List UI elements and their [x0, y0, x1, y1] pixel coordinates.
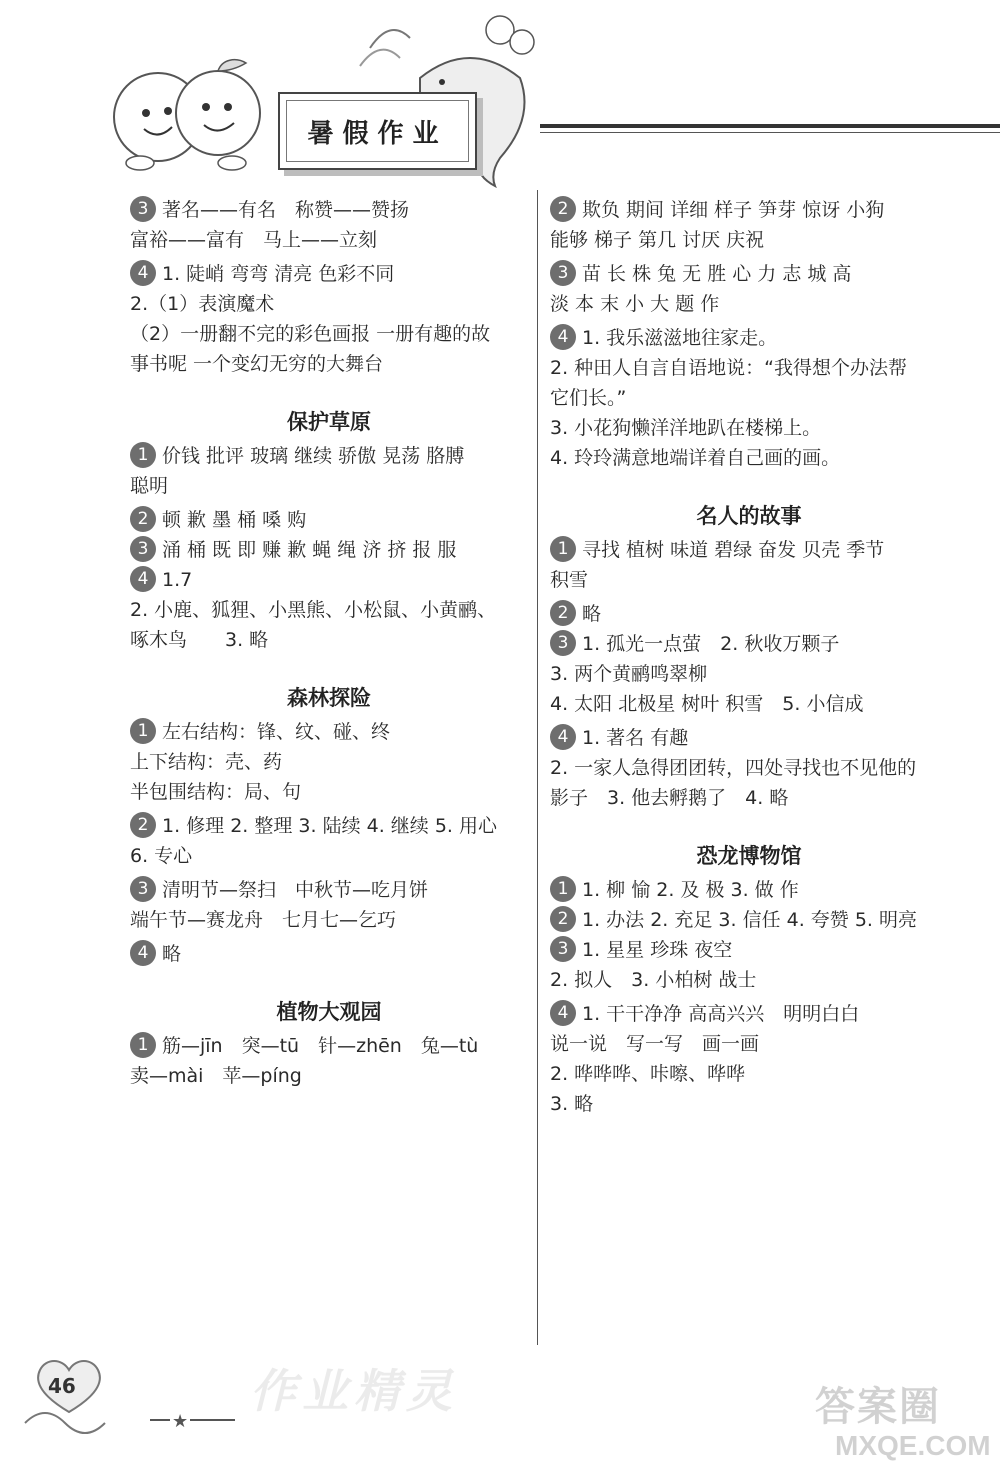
question-number-badge: 4	[550, 324, 576, 350]
answer-text: （2）一册翻不完的彩色画报 一册有趣的故	[130, 323, 491, 345]
spacer	[550, 813, 948, 839]
site-logo-url: MXQE.COM	[835, 1430, 991, 1461]
answer-line	[550, 289, 948, 319]
answer-text: 1. 孤光一点萤 2. 秋收万颗子	[582, 633, 840, 655]
site-logo-text: 答案圈	[815, 1384, 941, 1430]
answer-line	[130, 441, 528, 471]
answer-text: 淡 本 末 小 大 题 作	[550, 293, 720, 315]
answer-line	[550, 225, 948, 255]
answer-text: 1. 办法 2. 充足 3. 信任 4. 夸赞 5. 明亮	[582, 909, 917, 931]
spacer	[550, 473, 948, 499]
watermark-bottom: 作业精灵	[250, 1364, 458, 1418]
answer-text: 2. 拟人 3. 小柏树 战士	[550, 969, 757, 991]
spacer	[130, 969, 528, 995]
answer-text: 寻找 植树 味道 碧绿 奋发 贝壳 季节	[582, 539, 885, 561]
answer-line	[550, 1089, 948, 1119]
answer-text: 1. 陡峭 弯弯 清亮 色彩不同	[162, 263, 395, 285]
answer-text: 1. 柳 愉 2. 及 极 3. 做 作	[582, 879, 799, 901]
answer-line	[130, 939, 528, 969]
answer-line	[550, 1029, 948, 1059]
answer-text: 6. 专心	[130, 845, 193, 867]
answer-line	[550, 383, 948, 413]
section-heading: 恐龙博物馆	[696, 844, 802, 868]
question-number-badge: 2	[550, 196, 576, 222]
answer-text: 左右结构：锋、纹、碰、终	[162, 721, 391, 743]
answer-line	[130, 471, 528, 501]
answer-line	[550, 599, 948, 629]
question-number-badge: 3	[550, 630, 576, 656]
header-rule-thin	[540, 132, 1000, 133]
question-number-badge: 2	[550, 906, 576, 932]
answer-line	[550, 413, 948, 443]
spacer	[130, 655, 528, 681]
answer-text: 2.（1）表演魔术	[130, 293, 275, 315]
answer-text: 富裕——富有 马上——立刻	[130, 229, 378, 251]
answer-text: 2. 一家人急得团团转，四处寻找也不见他的	[550, 757, 917, 779]
left-column	[130, 195, 528, 1091]
answer-text: 4. 玲玲满意地端详着自己画的画。	[550, 447, 841, 469]
question-number-badge: 3	[550, 260, 576, 286]
question-number-badge: 3	[550, 936, 576, 962]
fruit-mascot-icon	[100, 55, 280, 175]
answer-text: 1. 干干净净 高高兴兴 明明白白	[582, 1003, 860, 1025]
answer-text: 2. 小鹿、狐狸、小黑熊、小松鼠、小黄鹂、	[130, 599, 497, 621]
question-number-badge: 3	[130, 876, 156, 902]
answer-line	[550, 195, 948, 225]
answer-text: 苗 长 株 兔 无 胜 心 力 志 城 高	[582, 263, 852, 285]
question-number-badge: 4	[130, 566, 156, 592]
answer-line	[130, 505, 528, 535]
answer-text: 啄木鸟 3. 略	[130, 629, 269, 651]
answer-line	[550, 1059, 948, 1089]
answer-line	[550, 965, 948, 995]
answer-text: 2. 哗哗哗、咔嚓、哗哗	[550, 1063, 746, 1085]
answer-line	[130, 225, 528, 255]
section-heading: 名人的故事	[696, 504, 802, 528]
answer-text: 端午节—赛龙舟 七月七—乞巧	[130, 909, 397, 931]
right-column	[550, 195, 948, 1119]
question-number-badge: 4	[550, 724, 576, 750]
svg-text:★: ★	[172, 1411, 189, 1432]
answer-line	[130, 289, 528, 319]
answer-line	[130, 747, 528, 777]
question-number-badge: 1	[130, 1032, 156, 1058]
answer-line	[550, 629, 948, 659]
answer-line	[130, 595, 528, 625]
answer-text: 4. 太阳 北极星 树叶 积雪 5. 小信成	[550, 693, 864, 715]
answer-text: 能够 梯子 第几 讨厌 庆祝	[550, 229, 765, 251]
question-number-badge: 2	[130, 812, 156, 838]
answer-line	[550, 935, 948, 965]
question-number-badge: 1	[130, 718, 156, 744]
question-number-badge: 1	[130, 442, 156, 468]
answer-line	[550, 659, 948, 689]
answer-line	[550, 689, 948, 719]
answer-text: 筋—jīn 突—tū 针—zhēn 兔—tù	[162, 1035, 479, 1057]
answer-line	[130, 811, 528, 841]
answer-text: 2. 种田人自言自语地说：“我得想个办法帮	[550, 357, 908, 379]
answer-text: 半包围结构：局、句	[130, 781, 302, 803]
answer-line	[130, 195, 528, 225]
section-heading: 森林探险	[287, 686, 371, 710]
answer-text: 欺负 期间 详细 样子 笋芽 惊讶 小狗	[582, 199, 885, 221]
answer-text: 1. 星星 珍珠 夜空	[582, 939, 733, 961]
answer-text: 卖—mài 苹—píng	[130, 1065, 302, 1087]
question-number-badge: 4	[550, 1000, 576, 1026]
answer-text: 清明节—祭扫 中秋节—吃月饼	[162, 879, 429, 901]
answer-text: 1. 著名 有趣	[582, 727, 689, 749]
answer-line	[130, 535, 528, 565]
answer-line	[130, 565, 528, 595]
answer-line	[550, 535, 948, 565]
question-number-badge: 3	[130, 196, 156, 222]
wave-ornament-icon	[20, 1398, 240, 1438]
page-title: 暑假作业	[307, 118, 448, 149]
page-number: 46	[48, 1374, 76, 1398]
answer-text: 聪明	[130, 475, 169, 497]
answer-line	[550, 443, 948, 473]
answer-text: 1. 我乐滋滋地往家走。	[582, 327, 778, 349]
answer-line	[130, 625, 528, 655]
question-number-badge: 3	[130, 536, 156, 562]
answer-line	[130, 875, 528, 905]
answer-text: 价钱 批评 玻璃 继续 骄傲 晃荡 胳膊	[162, 445, 465, 467]
answer-text: 3. 略	[550, 1093, 594, 1115]
title-box	[278, 92, 477, 170]
answer-text: 涌 桶 既 即 赚 歉 蝇 绳 济 挤 报 服	[162, 539, 457, 561]
answer-text: 著名——有名 称赞——赞扬	[162, 199, 410, 221]
answer-text: 它们长。”	[550, 387, 627, 409]
answer-line	[550, 905, 948, 935]
question-number-badge: 1	[550, 876, 576, 902]
answer-text: 略	[582, 603, 602, 625]
section-heading: 植物大观园	[276, 1000, 382, 1024]
answer-line	[130, 717, 528, 747]
question-number-badge: 4	[130, 260, 156, 286]
question-number-badge: 2	[550, 600, 576, 626]
answer-text: 顿 歉 墨 桶 嗓 购	[162, 509, 307, 531]
answer-line	[550, 753, 948, 783]
answer-line	[550, 565, 948, 595]
section-heading: 保护草原	[287, 410, 371, 434]
answer-line	[550, 353, 948, 383]
answer-line	[130, 1031, 528, 1061]
answer-text: 略	[162, 943, 182, 965]
answer-text: 影子 3. 他去孵鹅了 4. 略	[550, 787, 789, 809]
question-number-badge: 4	[130, 940, 156, 966]
answer-line	[550, 999, 948, 1029]
answer-text: 3. 两个黄鹂鸣翠柳	[550, 663, 708, 685]
answer-line	[130, 259, 528, 289]
answer-text: 事书呢 一个变幻无穷的大舞台	[130, 353, 384, 375]
header-rule	[540, 124, 1000, 128]
answer-text: 上下结构：壳、药	[130, 751, 283, 773]
question-number-badge: 2	[130, 506, 156, 532]
answer-text: 1. 修理 2. 整理 3. 陆续 4. 继续 5. 用心	[162, 815, 497, 837]
answer-line	[130, 349, 528, 379]
answer-line	[130, 1061, 528, 1091]
answer-line	[130, 319, 528, 349]
column-divider	[537, 190, 538, 1345]
answer-text: 1.7	[162, 569, 193, 591]
answer-line	[130, 777, 528, 807]
spacer	[130, 379, 528, 405]
answer-text: 3. 小花狗懒洋洋地趴在楼梯上。	[550, 417, 822, 439]
answer-line	[550, 723, 948, 753]
page-header	[0, 0, 1000, 195]
answer-text: 说一说 写一写 画一画	[550, 1033, 760, 1055]
answer-line	[130, 841, 528, 871]
answer-line	[550, 259, 948, 289]
answer-line	[550, 783, 948, 813]
question-number-badge: 1	[550, 536, 576, 562]
answer-line	[550, 875, 948, 905]
answer-line	[550, 323, 948, 353]
answer-text: 积雪	[550, 569, 589, 591]
answer-line	[130, 905, 528, 935]
